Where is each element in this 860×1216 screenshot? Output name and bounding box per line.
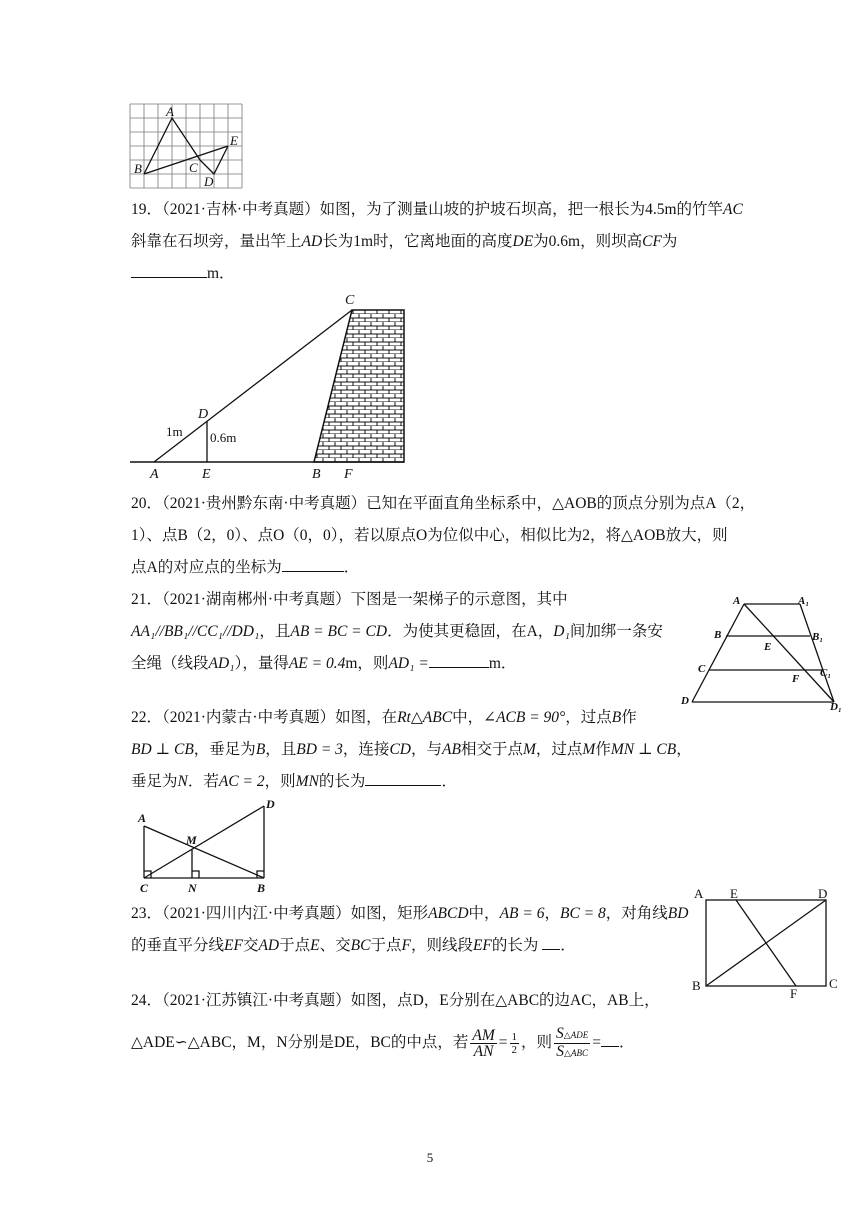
ladder-label-b1: B₁ [812,631,824,643]
q19-line3: m． [207,265,235,282]
fig22-label-m: M [186,833,197,847]
q24-half-fraction [510,1031,520,1056]
q23-t2m: 的长为 [491,937,539,954]
q22-t2p: ， [676,741,692,758]
q22-line1g: 作 [621,709,637,726]
q24-line2b: ，则 [521,1034,553,1051]
q22-angle: ∠ACB = 90° [483,709,566,726]
question-22 [131,702,692,798]
ladder-label-b: B [714,629,722,641]
rect-label-e: E [730,886,738,901]
ladder-label-c1: C₁ [820,667,832,679]
ladder-label-a: A [733,595,741,607]
q21-line3a: 全绳（线段 [131,655,209,672]
grid-label-c: C [189,160,198,175]
q22-t3g: 的长为 [318,773,366,790]
q19-line2c: 为0.6m，则坝高 [533,233,643,250]
q22-t2l: ，过点 [535,741,583,758]
q24-eq: = [498,1034,508,1051]
q23-t2h: BC [350,937,371,954]
grid-triangle-figure [128,102,246,190]
q21-ad1: AD₁ [208,655,235,672]
dam-label-a: A [150,467,159,480]
q24-area-fraction [554,1026,590,1061]
rect-label-b: B [692,978,701,993]
q19-cf: CF [642,233,662,250]
q22-ac-2: AC = 2 [218,773,265,790]
q21-equal: AB = BC = CD [290,623,388,640]
question-23 [131,898,688,962]
q22-rt-abc: Rt△ABC [397,709,453,726]
q23-t1e: ， [544,905,560,922]
q23-ab-6: AB = 6 [499,905,545,922]
dam-label-e: E [202,467,211,480]
q24-answer-blank[interactable] [601,1032,619,1047]
q22-t2c: B [255,741,266,758]
q22-line1e: ，过点 [565,709,612,726]
fig22-label-a: A [138,811,147,825]
q21-answer-blank[interactable] [429,653,489,668]
dam-length-0-6m: 0.6m [210,430,237,445]
q19-answer-blank[interactable] [131,263,207,278]
dam-label-d: D [198,407,209,422]
q22-t2g: CD [389,741,411,758]
grid-label-b: B [134,161,142,176]
rect-label-d: D [818,886,828,901]
q24-line2a: △ADE∽△ABC，M，N分别是DE，BC的中点，若 [131,1034,469,1051]
question-21 [131,584,663,680]
ladder-label-d1: D₁ [830,701,842,713]
question-24 [131,982,660,1062]
q21-line1: 21．（2021·湖南郴州·中考真题）下图是一架梯子的示意图，其中 [131,591,568,608]
q24-half-den: 2 [511,1043,518,1056]
q21-line3c: ），量得 [234,655,289,672]
q22-b: B [611,709,622,726]
q20-line3-end: ． [343,559,360,576]
q22-line1a: 22．（2021·内蒙古·中考真题）如图，在 [131,709,398,726]
q20-line1: 20．（2021·贵州黔东南·中考真题）已知在平面直角坐标系中，△AOB的顶点分别为点A（2， [131,495,756,512]
q23-t2l: EF [472,937,492,954]
q19-line2b: 长为1m时，它离地面的高度 [322,233,513,250]
q22-line1c: 中， [452,709,484,726]
q23-t1g: ，对角线 [605,905,668,922]
dam-label-b: B [312,467,321,480]
q23-t2e: 于点 [279,937,311,954]
q24-s-ade-sub: △ADE [563,1029,589,1040]
q22-t3h: ． [441,773,457,790]
q22-t2d: ，且 [265,741,297,758]
q23-bc-8: BC = 8 [559,905,606,922]
q22-t2i: AB [442,741,461,758]
question-20 [131,488,755,584]
q23-t2f: E [310,937,320,954]
q24-an: AN [473,1042,494,1060]
q22-t3c: ．若 [187,773,219,790]
q24-half-num: 1 [511,1030,518,1043]
grid-label-d: D [204,174,214,189]
q23-abcd: ABCD [428,905,469,922]
q24-s-abc: S [556,1042,565,1060]
dam-figure [128,290,418,480]
fig22-label-b: B [257,881,266,895]
q23-answer-blank[interactable] [542,935,560,950]
q20-line3: 点A的对应点的坐标为 [131,559,282,576]
q21-line3e: m，则 [345,655,389,672]
ladder-label-d: D [681,695,689,707]
dam-length-1m: 1m [166,424,183,439]
q19-de: DE [512,233,534,250]
q22-bd-3: BD = 3 [296,741,343,758]
q22-t2m: M [582,741,596,758]
q21-line2f: 间加绑一条安 [569,623,663,640]
rect-label-a: A [694,886,704,901]
q23-t2b: EF [224,937,243,954]
q20-line2: 1）、点B（2，0）、点O（0，0），若以原点O为位似中心，相似比为2，将△AOB放大，则 [131,527,728,544]
rect-label-c: C [829,976,838,991]
q23-t2c: 交 [242,937,259,954]
fig22-label-n: N [188,881,197,895]
q22-t2b: ，垂足为 [193,741,256,758]
q23-t2n: ． [560,937,576,954]
q24-line2c: = [592,1034,601,1051]
q23-t2k: ，则线段 [410,937,473,954]
dam-label-f: F [344,467,353,480]
q19-line2d: 为 [661,233,678,250]
q23-t2i: 于点 [370,937,402,954]
q19-ad: AD [301,233,323,250]
ladder-label-c: C [698,663,706,675]
q24-am: AM [472,1026,495,1044]
question-19 [131,194,743,290]
ladder-label-e: E [764,641,772,653]
triangle-mn-figure [134,794,286,896]
q24-line1: 24．（2021·江苏镇江·中考真题）如图，点D，E分别在△ABC的边AC，AB上， [131,992,660,1009]
q23-t2a: 的垂直平分线 [131,937,225,954]
ladder-figure [678,594,850,718]
q22-t2j: 相交于点 [460,741,523,758]
q22-bd-perp: BD ⊥ CB [131,741,194,758]
q19-line1: 19．（2021·吉林·中考真题）如图，为了测量山坡的护坡石坝高，把一根长为4.5m的竹竿 [131,201,724,218]
q19-line2a: 斜靠在石坝旁，量出竿上 [131,233,302,250]
q23-t1c: 中， [468,905,500,922]
q21-line2d: ．为使其更稳固，在A， [387,623,554,640]
q19-ac: AC [723,201,743,218]
q21-line2b: ，且 [259,623,291,640]
q22-t3e: ，则 [264,773,296,790]
q22-t2f: ，连接 [342,741,390,758]
q24-am-an-fraction [470,1028,496,1059]
grid-label-a: A [166,104,174,119]
fig22-label-c: C [140,881,149,895]
q24-s-abc-sub: △ABC [564,1047,588,1058]
q22-t2k: M [522,741,536,758]
rect-label-f: F [790,986,798,998]
q22-t3f: MN [295,773,319,790]
q23-t2g: 、交 [319,937,351,954]
q22-t3a: 垂足为 [131,773,178,790]
page-number: 5 [426,1150,434,1165]
ladder-label-f: F [792,673,800,685]
q22-t3b: N [177,773,188,790]
q22-t2n: 作 [595,741,611,758]
q23-bd: BD [667,905,689,922]
q22-answer-blank[interactable] [365,771,441,786]
q23-t2j: F [401,937,411,954]
q20-answer-blank[interactable] [282,557,344,572]
grid-label-e: E [230,133,238,148]
q21-parallel: AA₁//BB₁//CC₁//DD₁ [131,623,260,640]
fig22-label-d: D [266,797,275,811]
q23-t1a: 23．（2021·四川内江·中考真题）如图，矩形 [131,905,429,922]
q21-ad1-eq: AD₁ = [388,655,429,672]
q22-mn-perp: MN ⊥ CB [610,741,677,758]
rectangle-figure [690,884,844,998]
q21-line3g: m． [488,655,517,672]
q24-line2d: ． [618,1034,635,1051]
q24-s-ade: S [556,1024,564,1042]
dam-label-c: C [345,293,355,308]
q22-t2h: ，与 [410,741,442,758]
q23-t2d: AD [258,937,280,954]
q21-d1: D₁ [553,623,570,640]
q21-ae: AE = 0.4 [288,655,346,672]
ladder-label-a1: A₁ [798,595,810,607]
